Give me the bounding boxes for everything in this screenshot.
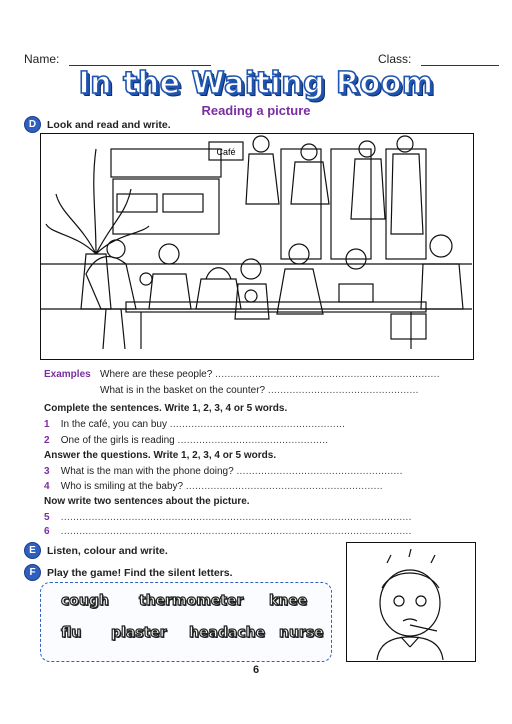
item-2-answer-line[interactable]: .................................................	[177, 435, 329, 446]
item-1-number: 1	[44, 419, 50, 430]
class-field[interactable]	[378, 52, 499, 66]
section-d-instruction: Look and read and write.	[47, 118, 171, 131]
section-e-badge: E	[24, 542, 41, 559]
example-1	[100, 369, 440, 380]
page-subtitle: Reading a picture	[201, 103, 311, 118]
example-1-answer-line[interactable]: .........................................................................	[215, 369, 440, 380]
part1-item-2	[44, 435, 328, 446]
game-word-headache[interactable]: headache	[189, 625, 266, 641]
part2-item-3	[44, 466, 403, 477]
item-5-number: 5	[44, 512, 50, 523]
name-line[interactable]	[69, 54, 211, 66]
item-1-answer-line[interactable]: .........................................................	[169, 419, 346, 430]
silent-letters-game-box	[40, 582, 332, 662]
item-4-answer-line[interactable]: ................................................................	[185, 481, 383, 492]
name-field[interactable]	[24, 52, 211, 66]
item-3-number: 3	[44, 466, 50, 477]
examples-label: Examples	[44, 369, 91, 380]
example-1-question: Where are these people?	[100, 369, 213, 380]
part3-item-6	[44, 526, 412, 537]
part1-instruction: Complete the sentences. Write 1, 2, 3, 4 or 5 words.	[44, 403, 288, 414]
item-6-answer-line[interactable]: ..................................................................................................................	[60, 526, 412, 537]
item-2-number: 2	[44, 435, 50, 446]
game-word-knee[interactable]: knee	[269, 593, 308, 609]
class-label: Class:	[378, 52, 412, 66]
item-3-text: What is the man with the phone doing?	[60, 466, 234, 477]
item-4-number: 4	[44, 481, 50, 492]
page-number: 6	[252, 664, 260, 676]
game-word-thermometer[interactable]: thermometer	[139, 593, 244, 609]
part1-item-1	[44, 419, 345, 430]
section-f-instruction: Play the game! Find the silent letters.	[47, 566, 233, 579]
game-word-cough[interactable]: cough	[61, 593, 109, 609]
section-d-heading	[24, 116, 171, 133]
example-2-question: What is in the basket on the counter?	[100, 385, 266, 396]
waiting-room-drawing	[41, 134, 472, 358]
section-e-instruction: Listen, colour and write.	[47, 544, 168, 557]
section-d-badge: D	[24, 116, 41, 133]
section-f-badge: F	[24, 564, 41, 581]
item-4-text: Who is smiling at the baby?	[60, 481, 184, 492]
part2-instruction: Answer the questions. Write 1, 2, 3, 4 or 5 words.	[44, 450, 277, 461]
game-word-plaster[interactable]: plaster	[111, 625, 167, 641]
name-label: Name:	[24, 52, 60, 66]
game-word-flu[interactable]: flu	[61, 625, 82, 641]
sick-boy-illustration[interactable]	[346, 542, 476, 662]
section-f-heading	[24, 564, 233, 581]
item-6-number: 6	[44, 526, 50, 537]
section-e-heading	[24, 542, 168, 559]
part2-item-4	[44, 481, 383, 492]
item-3-answer-line[interactable]: ......................................................	[236, 466, 403, 477]
sick-boy-drawing	[347, 543, 474, 660]
item-2-text: One of the girls is reading	[60, 435, 175, 446]
example-2-answer-line[interactable]: .................................................	[267, 385, 419, 396]
page-title: In the Waiting Room	[78, 66, 434, 101]
cafe-sign: Café	[216, 147, 236, 157]
example-2	[100, 385, 419, 396]
part3-instruction: Now write two sentences about the picture.	[44, 496, 250, 507]
item-5-answer-line[interactable]: ..................................................................................................................	[60, 512, 412, 523]
game-word-nurse[interactable]: nurse	[279, 625, 324, 641]
part3-item-5	[44, 512, 412, 523]
waiting-room-illustration	[40, 133, 474, 360]
class-line[interactable]	[421, 54, 499, 66]
item-1-text: In the café, you can buy	[60, 419, 167, 430]
